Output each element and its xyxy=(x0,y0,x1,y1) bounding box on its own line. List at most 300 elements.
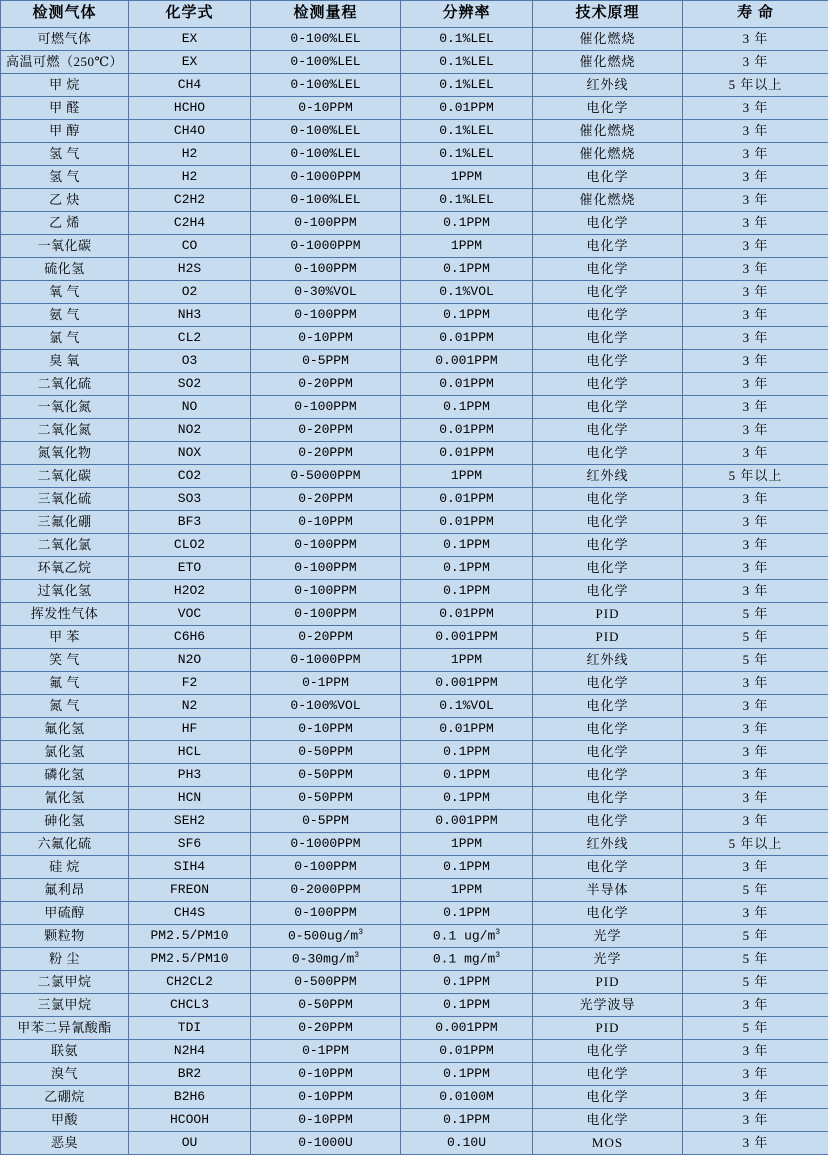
cell-range: 0-20PPM xyxy=(251,626,401,649)
cell-range: 0-100PPM xyxy=(251,212,401,235)
cell-range: 0-30%VOL xyxy=(251,281,401,304)
cell-formula: CO2 xyxy=(129,465,251,488)
cell-lifetime: 3 年 xyxy=(683,189,828,212)
cell-formula: OU xyxy=(129,1132,251,1155)
cell-lifetime: 3 年 xyxy=(683,718,828,741)
table-row xyxy=(1,787,828,810)
cell-lifetime: 3 年 xyxy=(683,1040,828,1063)
cell-resolution: 0.01PPM xyxy=(401,718,533,741)
cell-range: 0-1000PPM xyxy=(251,833,401,856)
cell-technology: PID xyxy=(533,603,683,626)
cell-gas: 甲苯二异氰酸酯 xyxy=(1,1017,129,1040)
cell-gas: 过氧化氢 xyxy=(1,580,129,603)
table-row xyxy=(1,212,828,235)
cell-resolution: 0.01PPM xyxy=(401,603,533,626)
cell-technology: 电化学 xyxy=(533,396,683,419)
table-row xyxy=(1,695,828,718)
cell-technology: 电化学 xyxy=(533,1086,683,1109)
cell-range: 0-1000U xyxy=(251,1132,401,1155)
cell-range: 0-10PPM xyxy=(251,718,401,741)
cell-gas: 甲 烷 xyxy=(1,74,129,97)
column-header-formula: 化学式 xyxy=(129,1,251,28)
cell-gas: 二氧化氮 xyxy=(1,419,129,442)
cell-gas: 三氟化硼 xyxy=(1,511,129,534)
cell-range: 0-100%LEL xyxy=(251,189,401,212)
cell-lifetime: 5 年 xyxy=(683,1017,828,1040)
cell-gas: 乙 炔 xyxy=(1,189,129,212)
table-row xyxy=(1,304,828,327)
cell-resolution: 0.1PPM xyxy=(401,764,533,787)
table-row xyxy=(1,603,828,626)
cell-formula: HCN xyxy=(129,787,251,810)
table-row xyxy=(1,281,828,304)
cell-gas: 氟化氢 xyxy=(1,718,129,741)
cell-formula: O2 xyxy=(129,281,251,304)
cell-gas: 恶臭 xyxy=(1,1132,129,1155)
cell-resolution: 1PPM xyxy=(401,235,533,258)
cell-technology: 电化学 xyxy=(533,419,683,442)
cell-gas: 粉 尘 xyxy=(1,948,129,971)
cell-range: 0-20PPM xyxy=(251,442,401,465)
table-row xyxy=(1,97,828,120)
cell-lifetime: 3 年 xyxy=(683,327,828,350)
cell-technology: 催化燃烧 xyxy=(533,143,683,166)
cell-resolution: 0.1 $ug/m^3$ xyxy=(401,925,533,948)
cell-formula: VOC xyxy=(129,603,251,626)
cell-resolution: 0.1PPM xyxy=(401,741,533,764)
table-row xyxy=(1,350,828,373)
cell-resolution: 0.1 $mg/m^3$ xyxy=(401,948,533,971)
cell-range: 0-100%LEL xyxy=(251,51,401,74)
cell-technology: 电化学 xyxy=(533,442,683,465)
cell-lifetime: 3 年 xyxy=(683,442,828,465)
table-row xyxy=(1,833,828,856)
table-row xyxy=(1,51,828,74)
table-row xyxy=(1,971,828,994)
cell-lifetime: 3 年 xyxy=(683,488,828,511)
cell-resolution: 0.1PPM xyxy=(401,534,533,557)
cell-range: 0-10PPM xyxy=(251,1063,401,1086)
cell-gas: 臭 氧 xyxy=(1,350,129,373)
cell-formula: F2 xyxy=(129,672,251,695)
cell-range: 0-100PPM xyxy=(251,603,401,626)
cell-resolution: 0.1PPM xyxy=(401,994,533,1017)
cell-gas: 氢 气 xyxy=(1,166,129,189)
cell-technology: 电化学 xyxy=(533,1109,683,1132)
cell-formula: C6H6 xyxy=(129,626,251,649)
cell-formula: PH3 xyxy=(129,764,251,787)
cell-resolution: 0.01PPM xyxy=(401,327,533,350)
cell-formula: SIH4 xyxy=(129,856,251,879)
table-row xyxy=(1,879,828,902)
cell-gas: 溴气 xyxy=(1,1063,129,1086)
cell-range: 0-100PPM xyxy=(251,557,401,580)
cell-range: 0-100PPM xyxy=(251,396,401,419)
cell-lifetime: 3 年 xyxy=(683,672,828,695)
cell-gas: 氯 气 xyxy=(1,327,129,350)
cell-technology: 红外线 xyxy=(533,465,683,488)
cell-technology: 电化学 xyxy=(533,787,683,810)
cell-gas: 三氧化硫 xyxy=(1,488,129,511)
cell-formula: C2H4 xyxy=(129,212,251,235)
cell-range: 0-100PPM xyxy=(251,258,401,281)
cell-gas: 可燃气体 xyxy=(1,28,129,51)
cell-lifetime: 5 年 xyxy=(683,948,828,971)
cell-resolution: 1PPM xyxy=(401,649,533,672)
cell-lifetime: 3 年 xyxy=(683,1109,828,1132)
cell-formula: SO3 xyxy=(129,488,251,511)
table-header xyxy=(1,1,828,28)
table-row xyxy=(1,1017,828,1040)
cell-lifetime: 3 年 xyxy=(683,810,828,833)
table-row xyxy=(1,626,828,649)
table-row xyxy=(1,120,828,143)
cell-formula: CH2CL2 xyxy=(129,971,251,994)
table-row xyxy=(1,994,828,1017)
cell-formula: NO2 xyxy=(129,419,251,442)
cell-formula: EX xyxy=(129,51,251,74)
cell-gas: 氟 气 xyxy=(1,672,129,695)
table-row xyxy=(1,143,828,166)
cell-lifetime: 5 年以上 xyxy=(683,465,828,488)
cell-technology: 电化学 xyxy=(533,718,683,741)
cell-technology: 电化学 xyxy=(533,97,683,120)
table-row xyxy=(1,649,828,672)
cell-technology: PID xyxy=(533,626,683,649)
cell-technology: 电化学 xyxy=(533,212,683,235)
cell-range: 0-1000PPM xyxy=(251,166,401,189)
cell-gas: 甲 醇 xyxy=(1,120,129,143)
table-row xyxy=(1,327,828,350)
cell-gas: 颗粒物 xyxy=(1,925,129,948)
cell-formula: N2O xyxy=(129,649,251,672)
cell-resolution: 0.001PPM xyxy=(401,810,533,833)
cell-technology: 电化学 xyxy=(533,511,683,534)
cell-gas: 环氧乙烷 xyxy=(1,557,129,580)
cell-formula: NO xyxy=(129,396,251,419)
cell-formula: N2 xyxy=(129,695,251,718)
cell-lifetime: 3 年 xyxy=(683,511,828,534)
cell-lifetime: 3 年 xyxy=(683,396,828,419)
cell-gas: 三氯甲烷 xyxy=(1,994,129,1017)
cell-formula: TDI xyxy=(129,1017,251,1040)
cell-formula: CHCL3 xyxy=(129,994,251,1017)
cell-resolution: 0.1%VOL xyxy=(401,281,533,304)
cell-lifetime: 3 年 xyxy=(683,741,828,764)
cell-lifetime: 3 年 xyxy=(683,1086,828,1109)
cell-resolution: 1PPM xyxy=(401,166,533,189)
cell-gas: 甲硫醇 xyxy=(1,902,129,925)
cell-gas: 氨 气 xyxy=(1,304,129,327)
cell-range: 0-20PPM xyxy=(251,488,401,511)
cell-resolution: 0.1%LEL xyxy=(401,74,533,97)
cell-lifetime: 3 年 xyxy=(683,902,828,925)
cell-range: 0-50PPM xyxy=(251,764,401,787)
table-row xyxy=(1,1086,828,1109)
cell-lifetime: 5 年 xyxy=(683,626,828,649)
cell-resolution: 0.1PPM xyxy=(401,580,533,603)
cell-technology: 电化学 xyxy=(533,488,683,511)
cell-range: 0-100PPM xyxy=(251,304,401,327)
cell-resolution: 1PPM xyxy=(401,465,533,488)
cell-gas: 一氧化氮 xyxy=(1,396,129,419)
cell-lifetime: 3 年 xyxy=(683,97,828,120)
cell-resolution: 0.1PPM xyxy=(401,787,533,810)
cell-formula: BF3 xyxy=(129,511,251,534)
cell-gas: 磷化氢 xyxy=(1,764,129,787)
cell-lifetime: 3 年 xyxy=(683,557,828,580)
cell-resolution: 0.1%LEL xyxy=(401,51,533,74)
cell-range: 0-20PPM xyxy=(251,373,401,396)
cell-technology: 电化学 xyxy=(533,1063,683,1086)
cell-gas: 乙硼烷 xyxy=(1,1086,129,1109)
cell-technology: 光学波导 xyxy=(533,994,683,1017)
cell-formula: H2S xyxy=(129,258,251,281)
cell-gas: 氟利昂 xyxy=(1,879,129,902)
cell-technology: 电化学 xyxy=(533,695,683,718)
cell-lifetime: 3 年 xyxy=(683,994,828,1017)
cell-lifetime: 3 年 xyxy=(683,764,828,787)
cell-gas: 氮氧化物 xyxy=(1,442,129,465)
cell-range: 0-1PPM xyxy=(251,1040,401,1063)
cell-formula: FREON xyxy=(129,879,251,902)
cell-range: 0-1000PPM xyxy=(251,235,401,258)
cell-range: $0-500ug/m^3$ xyxy=(251,925,401,948)
cell-technology: 电化学 xyxy=(533,534,683,557)
table-row xyxy=(1,189,828,212)
cell-resolution: 0.1%LEL xyxy=(401,143,533,166)
cell-formula: HF xyxy=(129,718,251,741)
cell-technology: 电化学 xyxy=(533,856,683,879)
cell-technology: 电化学 xyxy=(533,580,683,603)
cell-lifetime: 3 年 xyxy=(683,695,828,718)
cell-range: 0-50PPM xyxy=(251,741,401,764)
cell-range: 0-100%LEL xyxy=(251,120,401,143)
table-row xyxy=(1,902,828,925)
cell-resolution: 0.01PPM xyxy=(401,1040,533,1063)
cell-resolution: 1PPM xyxy=(401,879,533,902)
cell-technology: 电化学 xyxy=(533,304,683,327)
cell-lifetime: 3 年 xyxy=(683,856,828,879)
cell-technology: PID xyxy=(533,971,683,994)
cell-range: 0-100%LEL xyxy=(251,74,401,97)
header-row xyxy=(1,1,828,28)
table-row xyxy=(1,718,828,741)
cell-formula: PM2.5/PM10 xyxy=(129,948,251,971)
cell-lifetime: 5 年 xyxy=(683,603,828,626)
cell-gas: 二氧化硫 xyxy=(1,373,129,396)
cell-lifetime: 3 年 xyxy=(683,143,828,166)
cell-range: 0-100PPM xyxy=(251,580,401,603)
cell-resolution: 0.1%LEL xyxy=(401,28,533,51)
cell-gas: 砷化氢 xyxy=(1,810,129,833)
cell-technology: 电化学 xyxy=(533,741,683,764)
cell-lifetime: 3 年 xyxy=(683,120,828,143)
cell-range: 0-100PPM xyxy=(251,902,401,925)
cell-resolution: 0.001PPM xyxy=(401,1017,533,1040)
cell-technology: 电化学 xyxy=(533,557,683,580)
cell-technology: 电化学 xyxy=(533,902,683,925)
cell-technology: 催化燃烧 xyxy=(533,120,683,143)
cell-technology: 电化学 xyxy=(533,672,683,695)
cell-range: 0-100PPM xyxy=(251,534,401,557)
cell-lifetime: 3 年 xyxy=(683,787,828,810)
table-row xyxy=(1,166,828,189)
cell-resolution: 0.001PPM xyxy=(401,626,533,649)
cell-range: 0-5PPM xyxy=(251,810,401,833)
cell-technology: 红外线 xyxy=(533,74,683,97)
cell-gas: 氢 气 xyxy=(1,143,129,166)
cell-formula: H2 xyxy=(129,143,251,166)
table-row xyxy=(1,856,828,879)
cell-resolution: 0.01PPM xyxy=(401,419,533,442)
cell-gas: 氮 气 xyxy=(1,695,129,718)
cell-range: $0-30mg/m^3$ xyxy=(251,948,401,971)
table-row xyxy=(1,396,828,419)
cell-lifetime: 5 年 xyxy=(683,649,828,672)
cell-formula: CO xyxy=(129,235,251,258)
cell-formula: NH3 xyxy=(129,304,251,327)
cell-formula: SEH2 xyxy=(129,810,251,833)
cell-gas: 氧 气 xyxy=(1,281,129,304)
cell-lifetime: 3 年 xyxy=(683,166,828,189)
cell-technology: 红外线 xyxy=(533,649,683,672)
table-row xyxy=(1,741,828,764)
cell-lifetime: 3 年 xyxy=(683,281,828,304)
cell-resolution: 0.1PPM xyxy=(401,212,533,235)
column-header-range: 检测量程 xyxy=(251,1,401,28)
cell-formula: N2H4 xyxy=(129,1040,251,1063)
cell-formula: EX xyxy=(129,28,251,51)
cell-resolution: 0.1PPM xyxy=(401,856,533,879)
cell-formula: PM2.5/PM10 xyxy=(129,925,251,948)
cell-gas: 甲酸 xyxy=(1,1109,129,1132)
cell-gas: 笑 气 xyxy=(1,649,129,672)
cell-lifetime: 5 年 xyxy=(683,971,828,994)
cell-resolution: 0.1%LEL xyxy=(401,120,533,143)
cell-lifetime: 3 年 xyxy=(683,373,828,396)
cell-resolution: 1PPM xyxy=(401,833,533,856)
cell-lifetime: 3 年 xyxy=(683,350,828,373)
cell-formula: ETO xyxy=(129,557,251,580)
cell-range: 0-10PPM xyxy=(251,1086,401,1109)
cell-lifetime: 3 年 xyxy=(683,235,828,258)
table-row xyxy=(1,1040,828,1063)
cell-formula: C2H2 xyxy=(129,189,251,212)
cell-lifetime: 3 年 xyxy=(683,28,828,51)
cell-technology: 电化学 xyxy=(533,350,683,373)
cell-formula: CH4S xyxy=(129,902,251,925)
cell-range: 0-1000PPM xyxy=(251,649,401,672)
cell-formula: BR2 xyxy=(129,1063,251,1086)
table-row xyxy=(1,948,828,971)
cell-gas: 硫化氢 xyxy=(1,258,129,281)
cell-formula: HCL xyxy=(129,741,251,764)
table-row xyxy=(1,580,828,603)
cell-range: 0-5PPM xyxy=(251,350,401,373)
cell-range: 0-10PPM xyxy=(251,97,401,120)
cell-resolution: 0.0100M xyxy=(401,1086,533,1109)
table-row xyxy=(1,235,828,258)
table-row xyxy=(1,28,828,51)
cell-formula: HCHO xyxy=(129,97,251,120)
cell-formula: CLO2 xyxy=(129,534,251,557)
cell-technology: 光学 xyxy=(533,925,683,948)
cell-resolution: 0.1PPM xyxy=(401,902,533,925)
cell-range: 0-100%LEL xyxy=(251,28,401,51)
table-row xyxy=(1,488,828,511)
cell-resolution: 0.01PPM xyxy=(401,442,533,465)
cell-range: 0-10PPM xyxy=(251,511,401,534)
cell-resolution: 0.1PPM xyxy=(401,304,533,327)
cell-formula: SO2 xyxy=(129,373,251,396)
cell-resolution: 0.01PPM xyxy=(401,373,533,396)
cell-range: 0-100%VOL xyxy=(251,695,401,718)
cell-gas: 二氯甲烷 xyxy=(1,971,129,994)
cell-lifetime: 3 年 xyxy=(683,580,828,603)
table-row xyxy=(1,672,828,695)
table-row xyxy=(1,511,828,534)
cell-range: 0-10PPM xyxy=(251,1109,401,1132)
cell-lifetime: 5 年 xyxy=(683,879,828,902)
cell-lifetime: 3 年 xyxy=(683,258,828,281)
cell-technology: 催化燃烧 xyxy=(533,51,683,74)
table-row xyxy=(1,419,828,442)
cell-formula: CL2 xyxy=(129,327,251,350)
cell-gas: 高温可燃（250℃） xyxy=(1,51,129,74)
cell-gas: 硅 烷 xyxy=(1,856,129,879)
cell-gas: 氰化氢 xyxy=(1,787,129,810)
cell-gas: 联氨 xyxy=(1,1040,129,1063)
cell-resolution: 0.1PPM xyxy=(401,971,533,994)
cell-formula: H2O2 xyxy=(129,580,251,603)
cell-lifetime: 3 年 xyxy=(683,419,828,442)
cell-lifetime: 3 年 xyxy=(683,1063,828,1086)
cell-technology: 电化学 xyxy=(533,810,683,833)
cell-resolution: 0.1%LEL xyxy=(401,189,533,212)
cell-lifetime: 5 年 xyxy=(683,925,828,948)
table-row xyxy=(1,258,828,281)
cell-resolution: 0.1PPM xyxy=(401,396,533,419)
cell-range: 0-20PPM xyxy=(251,419,401,442)
cell-lifetime: 3 年 xyxy=(683,1132,828,1155)
cell-range: 0-100%LEL xyxy=(251,143,401,166)
cell-technology: MOS xyxy=(533,1132,683,1155)
cell-range: 0-50PPM xyxy=(251,994,401,1017)
table-row xyxy=(1,764,828,787)
table-row xyxy=(1,925,828,948)
cell-formula: CH4 xyxy=(129,74,251,97)
cell-technology: 电化学 xyxy=(533,166,683,189)
cell-lifetime: 5 年以上 xyxy=(683,833,828,856)
cell-technology: 电化学 xyxy=(533,235,683,258)
table-row xyxy=(1,442,828,465)
cell-gas: 甲 醛 xyxy=(1,97,129,120)
cell-gas: 二氧化氯 xyxy=(1,534,129,557)
cell-lifetime: 3 年 xyxy=(683,304,828,327)
cell-resolution: 0.1PPM xyxy=(401,1063,533,1086)
cell-lifetime: 3 年 xyxy=(683,534,828,557)
cell-resolution: 0.001PPM xyxy=(401,350,533,373)
cell-gas: 甲 苯 xyxy=(1,626,129,649)
cell-technology: 电化学 xyxy=(533,1040,683,1063)
cell-resolution: 0.001PPM xyxy=(401,672,533,695)
cell-resolution: 0.01PPM xyxy=(401,488,533,511)
cell-range: 0-500PPM xyxy=(251,971,401,994)
cell-formula: B2H6 xyxy=(129,1086,251,1109)
cell-gas: 一氧化碳 xyxy=(1,235,129,258)
cell-gas: 挥发性气体 xyxy=(1,603,129,626)
